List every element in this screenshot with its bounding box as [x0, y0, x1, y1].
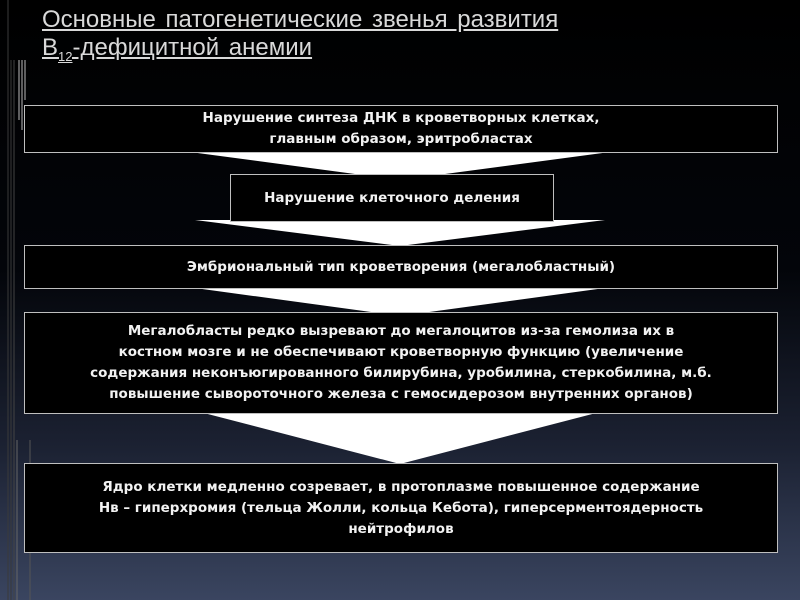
flow-box-megaloblasts	[24, 312, 778, 414]
flow-box-embryonic-hematopoiesis-text: Эмбриональный тип кроветворения (мегалобластный)	[186, 258, 616, 275]
title-rest: -дефицитной анемии	[72, 34, 313, 61]
flow-box-dna-synthesis-text: Нарушение синтеза ДНК в кроветворных клетках, главным образом, эритробластах	[202, 110, 600, 147]
title-line1: Основные патогенетические звенья развития	[42, 6, 559, 33]
title-subscript: 12	[58, 49, 73, 64]
flow-box-cell-division	[230, 174, 554, 222]
flow-box-nucleus-maturation-text: Ядро клетки медленно созревает, в протоплазме повышенное содержание Нв – гиперхромия (тельца Жолли, кольца Кебота), гиперсерментоядерность нейтрофилов	[98, 478, 704, 537]
flow-box-megaloblasts-text: Мегалобласты редко вызревают до мегалоцитов из-за гемолиза их в костном мозге и не обеспечивают кроветворную функцию (увеличение содержания неконъюгированного билирубина, уробилина, стеркобилина, м.б. повышение сывороточного железа с гемосидерозом внутренних органов)	[90, 323, 712, 402]
slide-title	[42, 6, 762, 71]
title-b: В	[42, 34, 59, 61]
arrow-down-2	[195, 220, 605, 246]
arrow-down-4	[200, 412, 600, 464]
flow-box-nucleus-maturation	[24, 463, 778, 553]
flow-box-embryonic-hematopoiesis	[24, 245, 778, 289]
flow-box-cell-division-text: Нарушение клеточного деления	[264, 189, 520, 206]
flow-box-dna-synthesis	[24, 105, 778, 153]
